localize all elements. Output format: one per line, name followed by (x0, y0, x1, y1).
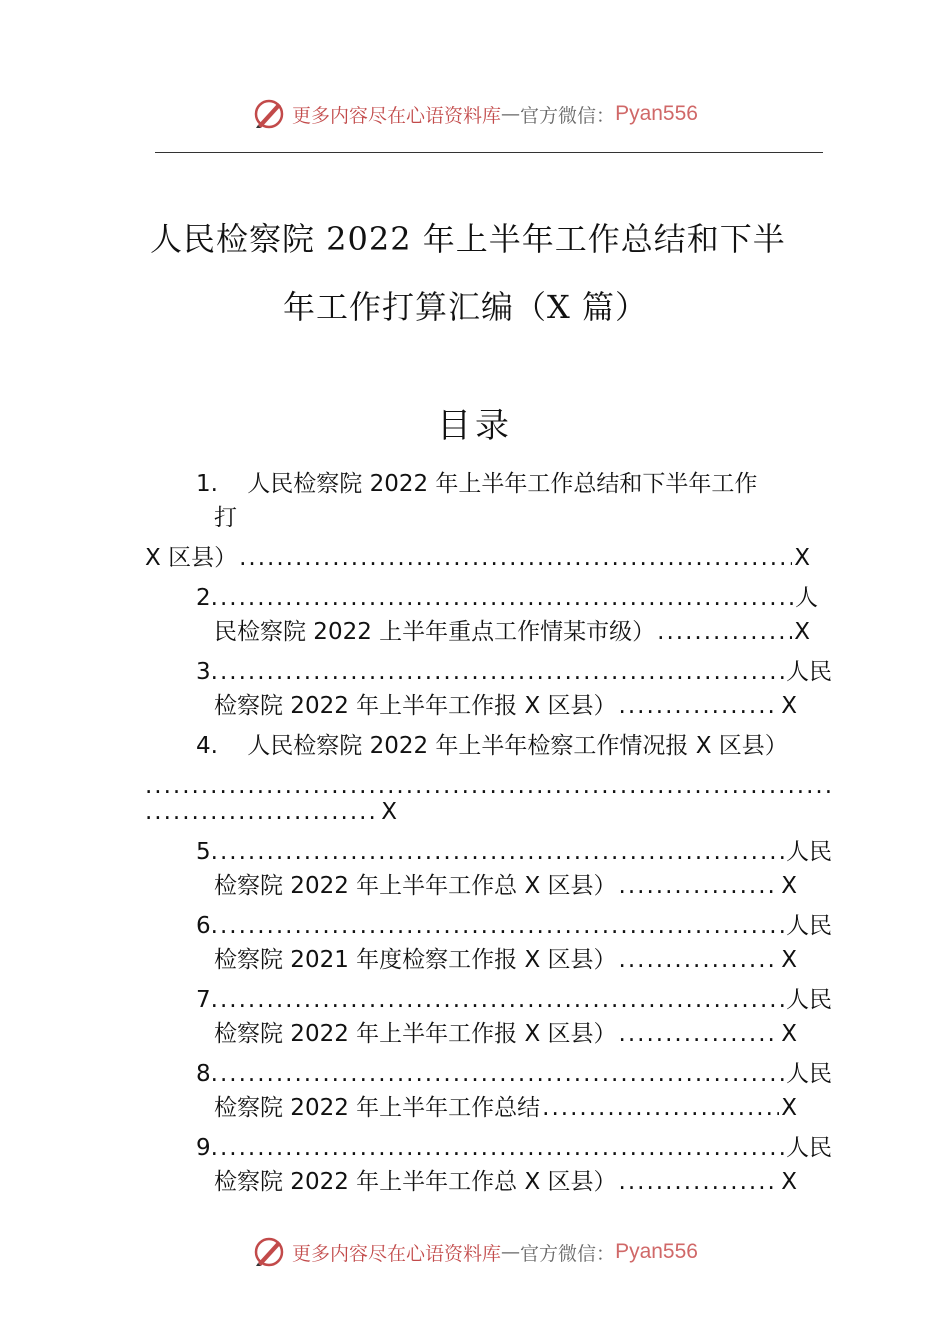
toc-item-2-line2[interactable] (214, 615, 810, 649)
toc-page-number: X (381, 799, 397, 825)
toc-item-6-line2[interactable] (214, 943, 797, 977)
pen-logo-icon (252, 1235, 286, 1269)
dot-leader (619, 689, 780, 723)
toc-item-tail: 人 (795, 585, 818, 611)
document-title-line1: 人民检察院 2022 年上半年工作总结和下半 (150, 220, 786, 258)
toc-item-number: 3. (196, 659, 218, 685)
toc-page-number: X (781, 693, 797, 719)
toc-page-number: X (781, 947, 797, 973)
toc-item-text: 民检察院 2022 上半年重点工作情某市级） (214, 619, 656, 645)
toc-item-number: 9. (196, 1135, 218, 1161)
toc-item-tail: 人民 (786, 913, 832, 939)
toc-item-text: 人民检察院 2022 年上半年检察工作情况报 X 区县） (247, 733, 788, 759)
toc-item-text: 检察院 2022 年上半年工作总 X 区县） (214, 873, 617, 899)
toc-item-text: 人民检察院 2022 年上半年工作总结和下半年工作 (247, 471, 758, 497)
dot-leader (239, 541, 792, 575)
toc-page-number: X (781, 873, 797, 899)
banner-wechat-id: Pyan556 (615, 102, 698, 125)
toc-item-text: 检察院 2022 年上半年工作报 X 区县） (214, 693, 617, 719)
toc-item-number: 1. (196, 471, 218, 497)
toc-item-3[interactable] (196, 655, 832, 689)
document-title-line2: 年工作打算汇编（X 篇） (283, 288, 648, 326)
dot-leader (542, 1091, 779, 1125)
dot-leader (619, 1017, 780, 1051)
toc-item-number: 5. (196, 839, 218, 865)
toc-item-number: 4. (196, 733, 218, 759)
dot-leader (220, 835, 784, 869)
toc-item-8[interactable] (196, 1057, 832, 1091)
dot-leader (220, 1131, 784, 1165)
toc-item-text: 检察院 2022 年上半年工作报 X 区县） (214, 1021, 617, 1047)
banner-wechat-label: 官方微信： (520, 1242, 616, 1265)
toc-item-9[interactable] (196, 1131, 832, 1165)
toc-item-3-line2[interactable] (214, 689, 797, 723)
toc-item-number: 6. (196, 913, 218, 939)
banner-wechat-id: Pyan556 (615, 1240, 698, 1263)
toc-item-number: 8. (196, 1061, 218, 1087)
dot-leader (220, 983, 784, 1017)
pen-logo-icon (252, 97, 286, 131)
header-banner (0, 94, 950, 134)
toc-item-tail: 人民 (786, 987, 832, 1013)
toc-page-number: X (781, 1095, 797, 1121)
header-divider (155, 152, 823, 153)
toc-item-1-line2: 打 (214, 505, 237, 531)
banner-wechat-label: 官方微信： (520, 104, 616, 127)
dot-leader (657, 615, 792, 649)
toc-item-9-line2[interactable] (214, 1165, 797, 1199)
banner-library-text: 更多内容尽在心语资料库 (292, 104, 502, 127)
toc-page-number: X (781, 1021, 797, 1047)
banner-dash: — (501, 1241, 521, 1263)
banner-library-text: 更多内容尽在心语资料库 (292, 1242, 502, 1265)
toc-heading: 目录 (437, 406, 513, 446)
dot-leader (619, 1165, 780, 1199)
banner-dash: — (501, 103, 521, 125)
toc-item-text: 检察院 2021 年度检察工作报 X 区县） (214, 947, 617, 973)
toc-item-text: X 区县） (145, 545, 238, 571)
dot-leader (220, 581, 793, 615)
toc-item-text: 检察院 2022 年上半年工作总 X 区县） (214, 1169, 617, 1195)
dot-leader (220, 909, 784, 943)
toc-item-7[interactable] (196, 983, 832, 1017)
toc-item-tail: 人民 (786, 1061, 832, 1087)
toc-page-number: X (794, 545, 810, 571)
toc-item-4-line3[interactable] (145, 795, 397, 829)
toc-page-number: X (781, 1169, 797, 1195)
toc-item-6[interactable] (196, 909, 832, 943)
toc-item-1-line3[interactable] (145, 541, 810, 575)
toc-item-5-line2[interactable] (214, 869, 797, 903)
toc-item-7-line2[interactable] (214, 1017, 797, 1051)
dot-leader (145, 795, 379, 829)
dot-leader (220, 655, 784, 689)
footer-banner (0, 1232, 950, 1272)
toc-page-number: X (794, 619, 810, 645)
dot-leader (619, 869, 780, 903)
toc-item-5[interactable] (196, 835, 832, 869)
toc-item-number: 7. (196, 987, 218, 1013)
toc-item-1[interactable] (196, 467, 757, 501)
toc-item-tail: 人民 (786, 839, 832, 865)
toc-item-number: 2. (196, 585, 218, 611)
toc-item-4[interactable] (196, 729, 788, 763)
dot-leader (619, 943, 780, 977)
toc-item-tail: 人民 (786, 1135, 832, 1161)
toc-item-text: 检察院 2022 年上半年工作总结 (214, 1095, 541, 1121)
toc-item-2[interactable] (196, 581, 818, 615)
toc-item-tail: 人民 (786, 659, 832, 685)
toc-item-8-line2[interactable] (214, 1091, 797, 1125)
dot-leader (220, 1057, 784, 1091)
